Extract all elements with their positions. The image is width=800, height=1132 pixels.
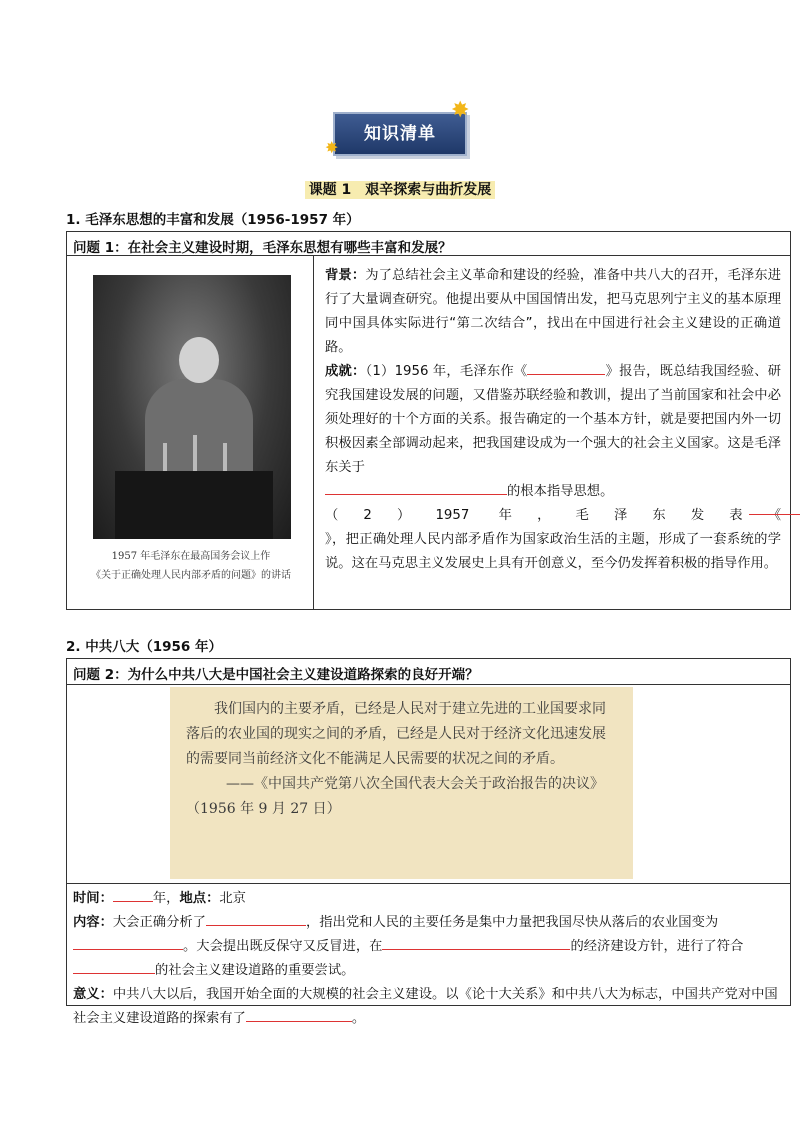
- question-1: 问题 1：在社会主义建设时期，毛泽东思想有哪些丰富和发展？: [67, 232, 790, 256]
- time-label: 时间：: [73, 891, 113, 906]
- photo-cell: [67, 256, 314, 609]
- answer-blank[interactable]: [113, 887, 153, 902]
- content-text: ，指出党和人民的主要任务是集中力量把我国尽快从落后的农业国变为: [305, 915, 719, 930]
- achievement-1-end: 的根本指导思想。: [507, 484, 614, 499]
- question-2: 问题 2：为什么中共八大是中国社会主义建设道路探索的良好开端？: [67, 659, 790, 685]
- quote-source: ——《中国共产党第八次全国代表大会关于政治报告的决议》: [226, 776, 604, 792]
- answer-blank[interactable]: [73, 935, 183, 950]
- achievement-1-text: 》报告，既总结我国经验、研究我国建设发展的问题，又借鉴苏联经验和教训，提出了当前国家和社会中必须处理好的十个方面的关系。报告确定的一个基本方针，就是要把国内外一切积极因素全部调动起来，把我国建设成为一个强大的社会主义国家。这是毛泽东关于: [325, 364, 782, 475]
- photo-caption-line-1: 1957 年毛泽东在最高国务会议上作: [111, 551, 271, 562]
- answer-blank[interactable]: [527, 360, 605, 375]
- section-1-title: 1. 毛泽东思想的丰富和发展（1956-1957 年）: [66, 212, 360, 228]
- answer-blank[interactable]: [325, 480, 507, 495]
- content-label: 内容：: [73, 915, 113, 930]
- star-icon: ✸: [325, 138, 339, 157]
- background-label: 背景：: [325, 268, 366, 283]
- banner-title: 知识清单: [333, 112, 467, 156]
- answer-2-text: [67, 884, 790, 1031]
- meaning-text: 中共八大以后，我国开始全面的大规模的社会主义建设。以《论十大关系》和中共八大为标志，中国共产党对中国社会主义建设道路的探索有了: [73, 987, 778, 1026]
- time-suffix: 年，: [152, 891, 180, 906]
- star-icon: ✸: [451, 98, 470, 123]
- question-2-table: [66, 658, 791, 1026]
- historical-photo: [93, 275, 291, 539]
- photo-caption-line-2: 《关于正确处理人民内部矛盾的问题》的讲话: [91, 570, 291, 581]
- content-text: 的经济建设方针，进行了符合: [570, 939, 744, 954]
- answer-blank[interactable]: [206, 911, 306, 926]
- answer-blank[interactable]: [246, 1007, 352, 1022]
- answer-blank[interactable]: [382, 935, 570, 950]
- quote-text: 我们国内的主要矛盾，已经是人民对于建立先进的工业国要求同落后的农业国的现实之间的矛盾，已经是人民对于经济文化迅速发展的需要同当前经济文化不能满足人民需要的状况之间的矛盾。: [186, 701, 606, 767]
- achievement-2-text: （2）1957 年，毛泽东发表《: [325, 508, 781, 523]
- answer-1-text: [314, 256, 790, 609]
- section-banner: [325, 98, 470, 157]
- place-label: 地点：: [179, 891, 220, 906]
- background-text: 为了总结社会主义革命和建设的经验，准备中共八大的召开，毛泽东进行了大量调查研究。他提出要从中国国情出发，把马克思列宁主义的基本原理同中国具体实际进行“第二次结合”，找出在中国进行社会主义建设的正确道路。: [325, 268, 782, 355]
- place-value: 北京: [219, 891, 246, 906]
- meaning-end: 。: [351, 1011, 366, 1026]
- quote-excerpt: [170, 687, 633, 879]
- content-text: 大会正确分析了: [112, 915, 206, 930]
- quote-date: （1956 年 9 月 27 日）: [186, 801, 341, 817]
- achievement-2-text: 》，把正确处理人民内部矛盾作为国家政治生活的主题，形成了一套系统的学说。这在马克思主义发展史上具有开创意义，至今仍发挥着积极的指导作用。: [325, 532, 781, 571]
- achievement-1-text: （1）1956 年，毛泽东作《: [365, 364, 528, 379]
- achievement-label: 成就：: [325, 364, 366, 379]
- lesson-title: 课题 1 艰辛探索与曲折发展: [305, 181, 496, 199]
- answer-blank[interactable]: [73, 959, 155, 974]
- answer-blank[interactable]: [749, 514, 800, 515]
- section-2-title: 2. 中共八大（1956 年）: [66, 639, 222, 655]
- meaning-label: 意义：: [73, 987, 113, 1002]
- content-text: 。大会提出既反保守又反冒进，在: [183, 939, 383, 954]
- content-text: 的社会主义建设道路的重要尝试。: [155, 963, 355, 978]
- question-1-table: [66, 231, 791, 610]
